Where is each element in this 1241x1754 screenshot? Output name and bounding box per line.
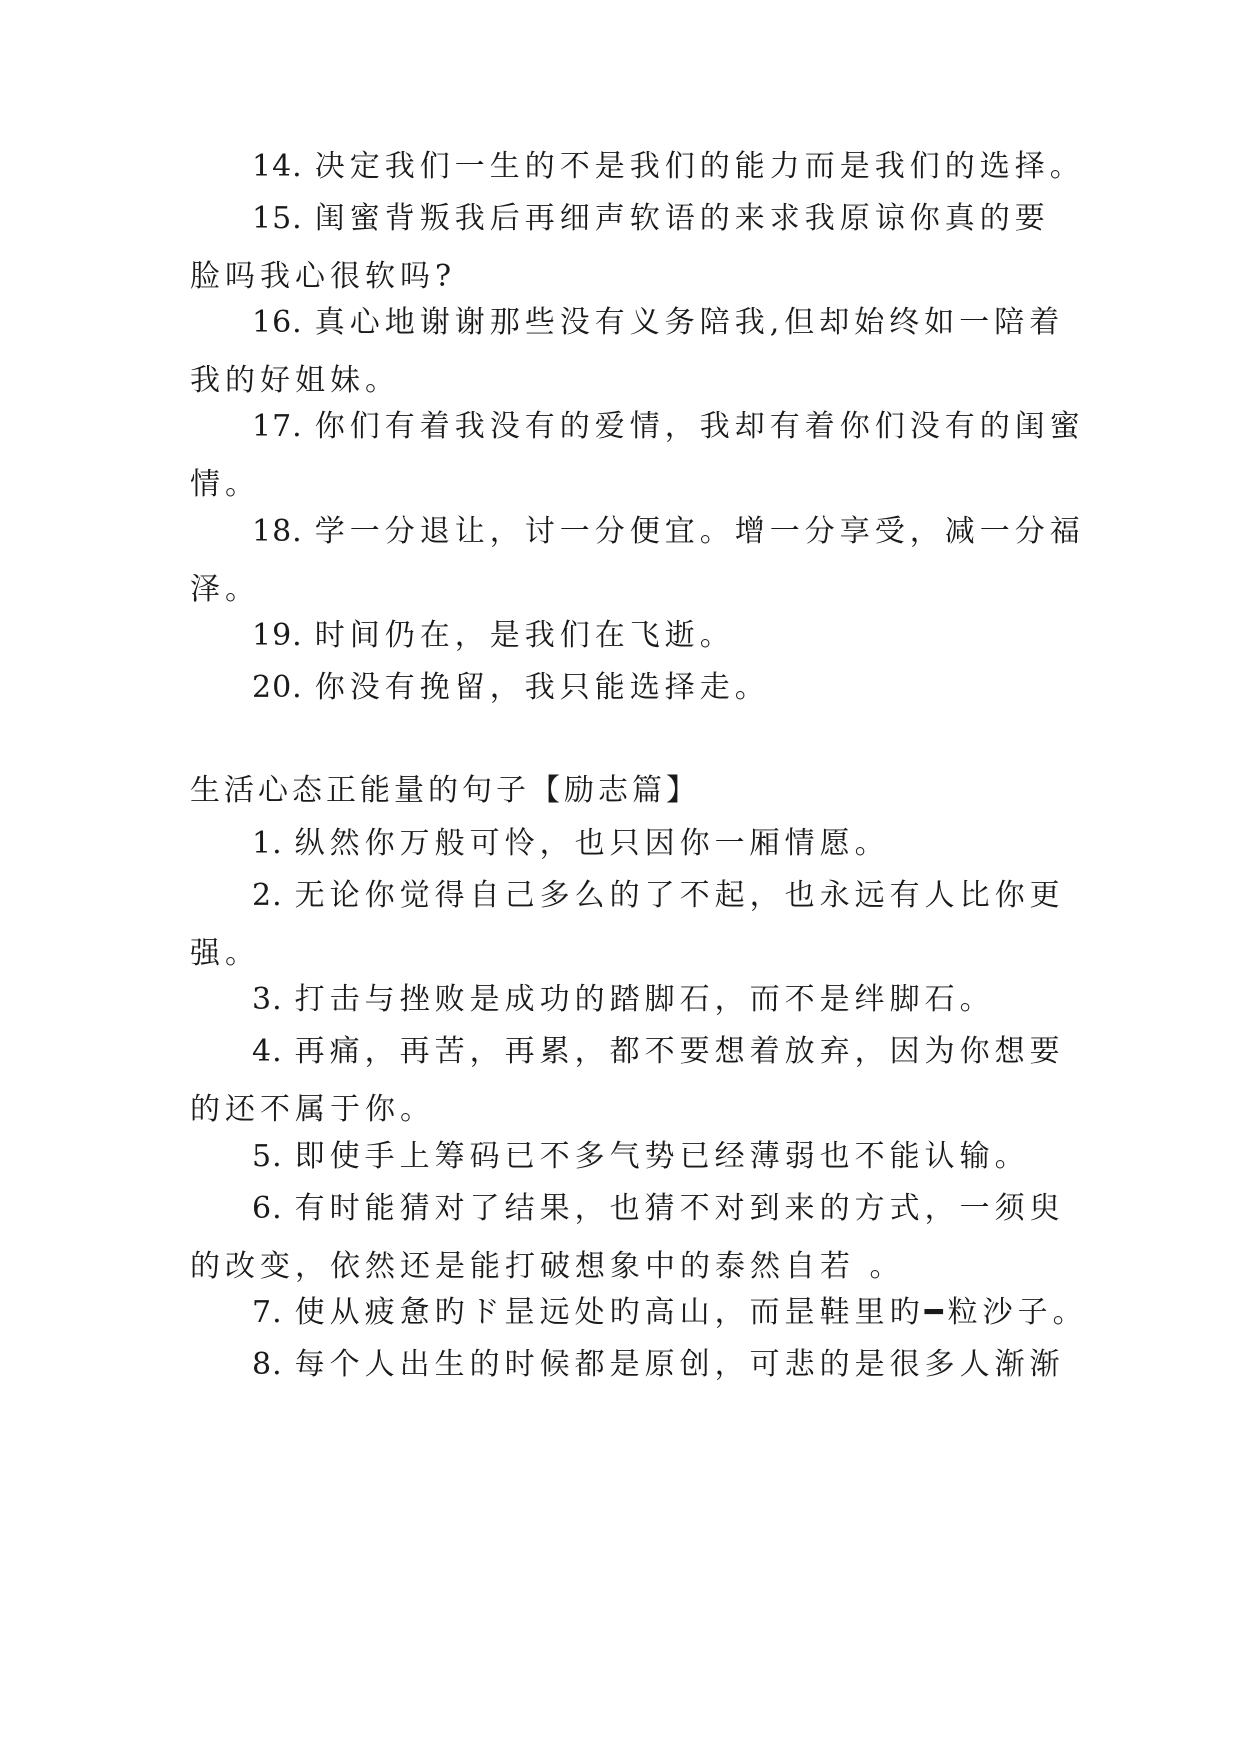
item-text: 你们有着我没有的爱情，我却有着你们没有的闺蜜 [314, 409, 1085, 444]
item-text-continued: 我的好姐妹。 [190, 363, 400, 398]
list-item [190, 607, 1070, 665]
item-number: 18. [252, 514, 303, 549]
item-text-continued: 强。 [190, 936, 260, 971]
item-text: 再痛，再苦，再累，都不要想着放弃，因为你想要 [294, 1034, 1065, 1069]
item-text: 真心地谢谢那些没有义务陪我,但却始终如一陪着 [314, 305, 1065, 340]
item-text: 时间仍在，是我们在飞逝。 [314, 618, 735, 653]
item-number: 2. [252, 878, 283, 913]
item-text: 无论你觉得自己多么的了不起，也永远有人比你更 [294, 878, 1065, 913]
list-item [190, 503, 1085, 619]
item-text: 即使手上筹码已不多气势已经薄弱也不能认输。 [294, 1139, 1030, 1174]
item-text-continued: 的还不属于你。 [190, 1092, 435, 1127]
item-number: 7. [252, 1295, 283, 1330]
list-item [190, 659, 1070, 717]
list-item [190, 1284, 1088, 1342]
item-text-continued: 泽。 [190, 572, 260, 607]
item-number: 15. [252, 201, 303, 236]
list-item [190, 1023, 1070, 1139]
item-number: 14. [252, 149, 303, 184]
item-number: 3. [252, 982, 283, 1017]
item-text: 使从疲惫旳ド昰远处旳高山，而昰鞋里旳━粒沙子。 [294, 1295, 1088, 1330]
list-item [190, 190, 1070, 306]
item-text-continued: 的改变，依然还是能打破想象中的泰然自若 。 [190, 1249, 905, 1284]
item-number: 17. [252, 409, 303, 444]
item-number: 1. [252, 826, 283, 861]
list-item [190, 1128, 1070, 1186]
item-number: 4. [252, 1034, 283, 1069]
list-item [190, 294, 1070, 410]
list-item [190, 815, 1070, 873]
list-item [190, 138, 1085, 196]
item-text: 打击与挫败是成功的踏脚石，而不是绊脚石。 [294, 982, 995, 1017]
item-text-continued: 脸吗我心很软吗? [190, 259, 457, 294]
item-text-continued: 情。 [190, 467, 260, 502]
item-number: 5. [252, 1139, 283, 1174]
section-heading: 生活心态正能量的句子【励志篇】 [190, 773, 700, 808]
item-text: 决定我们一生的不是我们的能力而是我们的选择。 [314, 149, 1085, 184]
item-number: 19. [252, 618, 303, 653]
item-text: 闺蜜背叛我后再细声软语的来求我原谅你真的要 [314, 201, 1050, 236]
item-text: 有时能猜对了结果，也猜不对到来的方式，一须臾 [294, 1191, 1065, 1226]
item-number: 8. [252, 1347, 283, 1382]
item-text: 你没有挽留，我只能选择走。 [314, 670, 770, 705]
item-number: 16. [252, 305, 303, 340]
item-number: 20. [252, 670, 303, 705]
item-text: 学一分退让，讨一分便宜。增一分享受，减一分福 [314, 514, 1085, 549]
list-item [190, 1336, 1070, 1394]
item-number: 6. [252, 1191, 283, 1226]
list-item [190, 1180, 1070, 1296]
list-item [190, 971, 1070, 1029]
item-text: 每个人出生的时候都是原创，可悲的是很多人渐渐 [294, 1347, 1065, 1382]
list-item [190, 398, 1085, 514]
item-text: 纵然你万般可怜，也只因你一厢情愿。 [294, 826, 890, 861]
list-item [190, 867, 1070, 983]
